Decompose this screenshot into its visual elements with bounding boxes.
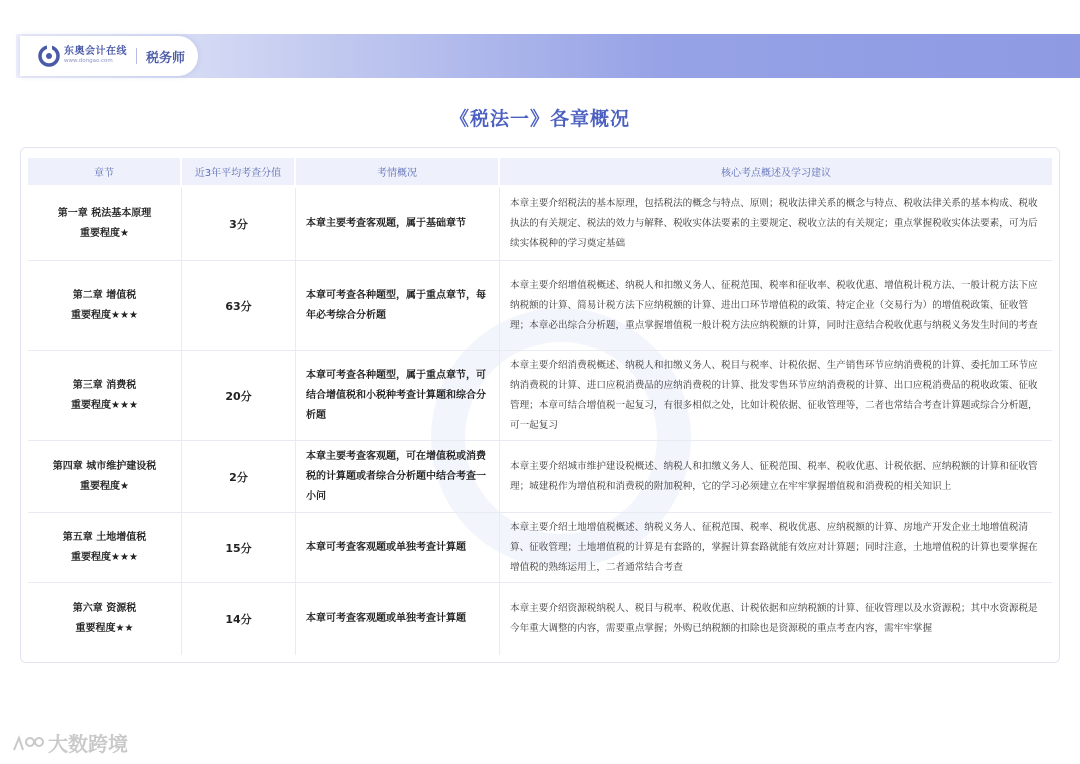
logo-name: 东奥会计在线 xyxy=(64,46,127,58)
brand-logo[interactable] xyxy=(20,36,198,76)
dongao-logo-icon xyxy=(38,45,60,67)
logo-subtitle: 税务师 xyxy=(146,50,186,66)
advice-cell: 本章主要介绍资源税纳税人、税目与税率、税收优惠、计税依据和应纳税额的计算、征收管理以及水资源税；其中水资源税是今年重大调整的内容，需要重点掌握；外购已纳税额的扣除也是资源税的重点考查内容，需牢牢掌握 xyxy=(510,603,1038,634)
score-cell: 20分 xyxy=(182,351,296,440)
table-row xyxy=(28,351,1052,441)
score-cell: 3分 xyxy=(182,188,296,260)
table-row xyxy=(28,583,1052,655)
chapter-name: 第一章 税法基本原理 xyxy=(57,208,152,219)
column-header-score: 近3年平均考查分值 xyxy=(182,158,296,185)
advice-cell: 本章主要介绍城市维护建设税概述、纳税人和扣缴义务人、征税范围、税率、税收优惠、计税依据、应纳税额的计算和征收管理；城建税作为增值税和消费税的附加税种，它的学习必须建立在牢牢掌握增值税和消费税的相关知识上 xyxy=(510,460,1038,492)
overview-cell: 本章可考查各种题型，属于重点章节，每年必考综合分析题 xyxy=(296,261,500,350)
chapter-cell xyxy=(28,583,182,655)
score-cell: 14分 xyxy=(182,583,296,655)
column-header-advice: 核心考点概述及学习建议 xyxy=(500,158,1052,185)
advice-cell: 本章主要介绍增值税概述、纳税人和扣缴义务人、征税范围、税率和征收率、税收优惠、增值税计税方法、一般计税方法下应纳税额的计算、简易计税方法下应纳税额的计算、进出口环节增值税的政策、特定企业（交易行为）的增值税政策、征收管理；本章必出综合分析题，重点掌握增值税一般计税方法应纳税额的计算，同时注意结合税收优惠与纳税义务发生时间的考查 xyxy=(510,279,1038,331)
chapter-cell xyxy=(28,513,182,582)
overview-cell: 本章主要考查客观题，属于基础章节 xyxy=(296,188,500,260)
overview-cell: 本章可考查各种题型，属于重点章节，可结合增值税和小税种考查计算题和综合分析题 xyxy=(296,351,500,440)
overview-cell: 本章可考查客观题或单独考查计算题 xyxy=(296,513,500,582)
footer-watermark xyxy=(10,728,128,757)
table-row xyxy=(28,441,1052,513)
table-header-row xyxy=(28,158,1052,185)
score-cell: 15分 xyxy=(182,513,296,582)
chapter-name: 第二章 增值税 xyxy=(72,289,137,301)
chapter-name: 第三章 消费税 xyxy=(72,379,137,391)
watermark-logo-icon xyxy=(10,732,44,754)
chapter-importance: 重要程度★★★ xyxy=(71,399,138,411)
chapter-importance: 重要程度★★★ xyxy=(71,309,138,321)
table-row xyxy=(28,188,1052,261)
chapter-name: 第六章 资源税 xyxy=(72,603,137,614)
logo-divider xyxy=(136,48,137,64)
chapter-table xyxy=(20,147,1060,663)
score-cell: 2分 xyxy=(182,441,296,512)
table-row xyxy=(28,261,1052,351)
chapter-importance: 重要程度★ xyxy=(80,480,129,492)
chapter-importance: 重要程度★★★ xyxy=(71,551,138,563)
advice-cell: 本章主要介绍税法的基本原理，包括税法的概念与特点、原则；税收法律关系的概念与特点、税收法律关系的基本构成、税收执法的有关规定、税法的效力与解释、税收实体法要素的主要规定、税收立法的有关规定；重点掌握税收实体法要素，可为后续实体税种的学习奠定基础 xyxy=(510,198,1038,249)
column-header-overview: 考情概况 xyxy=(296,158,500,185)
chapter-cell xyxy=(28,441,182,512)
overview-cell: 本章主要考查客观题，可在增值税或消费税的计算题或者综合分析题中结合考查一小问 xyxy=(296,441,500,512)
chapter-name: 第四章 城市维护建设税 xyxy=(52,460,157,472)
chapter-cell xyxy=(28,261,182,350)
watermark-text: 大数跨境 xyxy=(48,732,128,756)
advice-cell: 本章主要介绍消费税概述、纳税人和扣缴义务人、税目与税率、计税依据、生产销售环节应纳消费税的计算、委托加工环节应纳消费税的计算、进口应税消费品的应纳消费税的计算、批发零售环节应纳消费税的计算、出口应税消费品的税收政策、征收管理；本章可结合增值税一起复习，有很多相似之处，比如计税依据、征收管理等，二者也常结合考查计算题或综合分析题，可一起复习 xyxy=(510,359,1038,431)
chapter-cell xyxy=(28,351,182,440)
chapter-name: 第五章 土地增值税 xyxy=(62,531,147,543)
logo-url: www.dongao.com xyxy=(64,58,113,65)
chapter-cell xyxy=(28,188,182,260)
chapter-importance: 重要程度★★ xyxy=(75,623,134,634)
chapter-importance: 重要程度★ xyxy=(80,228,129,239)
table-row xyxy=(28,513,1052,583)
score-cell: 63分 xyxy=(182,261,296,350)
advice-cell: 本章主要介绍土地增值税概述、纳税义务人、征税范围、税率、税收优惠、应纳税额的计算、房地产开发企业土地增值税清算、征收管理；土地增值税的计算是有套路的，掌握计算套路就能有效应对计算题；同时注意，土地增值税的计算也要掌握在增值税的熟练运用上，二者通常结合考查 xyxy=(510,521,1038,573)
page-title: 《税法一》各章概况 xyxy=(449,108,630,130)
column-header-chapter: 章节 xyxy=(28,158,182,185)
overview-cell: 本章可考查客观题或单独考查计算题 xyxy=(296,583,500,655)
